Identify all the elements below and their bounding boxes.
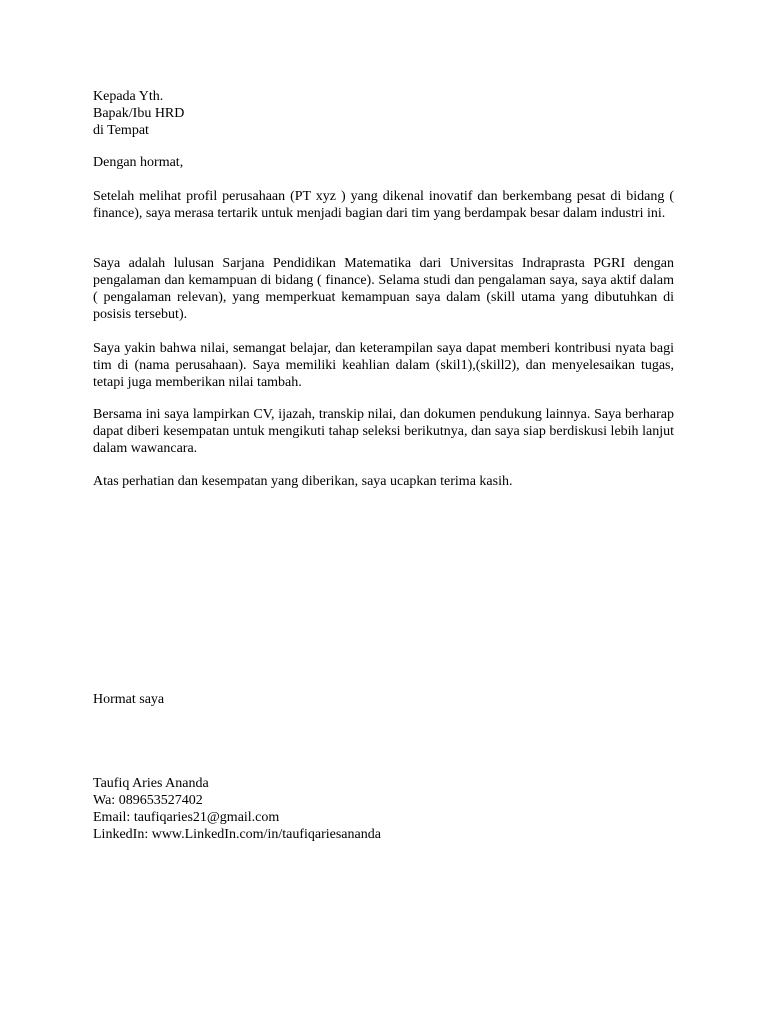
body-paragraph: Saya yakin bahwa nilai, semangat belajar, dan keterampilan saya dapat memberi kontribusi nyata bagi tim di (nama perusahaan). Saya memiliki keahlian dalam (skil1),(skill2), dan menyelesaikan tugas, tetapi juga memberikan nilai tambah. (93, 341, 674, 390)
signature-linkedin: LinkedIn: www.LinkedIn.com/in/taufiqariesananda (93, 827, 381, 842)
signature-name: Taufiq Aries Ananda (93, 776, 209, 791)
recipient-line: di Tempat (93, 123, 149, 138)
body-paragraph: Atas perhatian dan kesempatan yang diberikan, saya ucapkan terima kasih. (93, 474, 513, 489)
body-paragraph: Setelah melihat profil perusahaan (PT xyz ) yang dikenal inovatif dan berkembang pesat di bidang ( finance), saya merasa tertarik untuk menjadi bagian dari tim yang berdampak besar dalam industri ini. (93, 189, 674, 221)
closing: Hormat saya (93, 692, 165, 707)
signature-email: Email: taufiqaries21@gmail.com (93, 810, 280, 825)
recipient-block (93, 88, 674, 139)
greeting: Dengan hormat, (93, 155, 184, 170)
body-paragraph: Saya adalah lulusan Sarjana Pendidikan Matematika dari Universitas Indraprasta PGRI dengan pengalaman dan kemampuan di bidang ( finance). Selama studi dan pengalaman saya, saya aktif dalam ( pengalaman relevan), yang memperkuat kemampuan saya dalam (skill utama yang dibutuhkan di posisis tersebut). (93, 256, 674, 322)
signature-block (93, 775, 674, 843)
recipient-line: Bapak/Ibu HRD (93, 106, 185, 121)
body-paragraph: Bersama ini saya lampirkan CV, ijazah, transkip nilai, dan dokumen pendukung lainnya. Saya berharap dapat diberi kesempatan untuk mengikuti tahap seleksi berikutnya, dan saya siap berdiskusi lebih lanjut dalam wawancara. (93, 407, 674, 456)
recipient-line: Kepada Yth. (93, 89, 164, 104)
signature-phone: Wa: 089653527402 (93, 793, 203, 808)
